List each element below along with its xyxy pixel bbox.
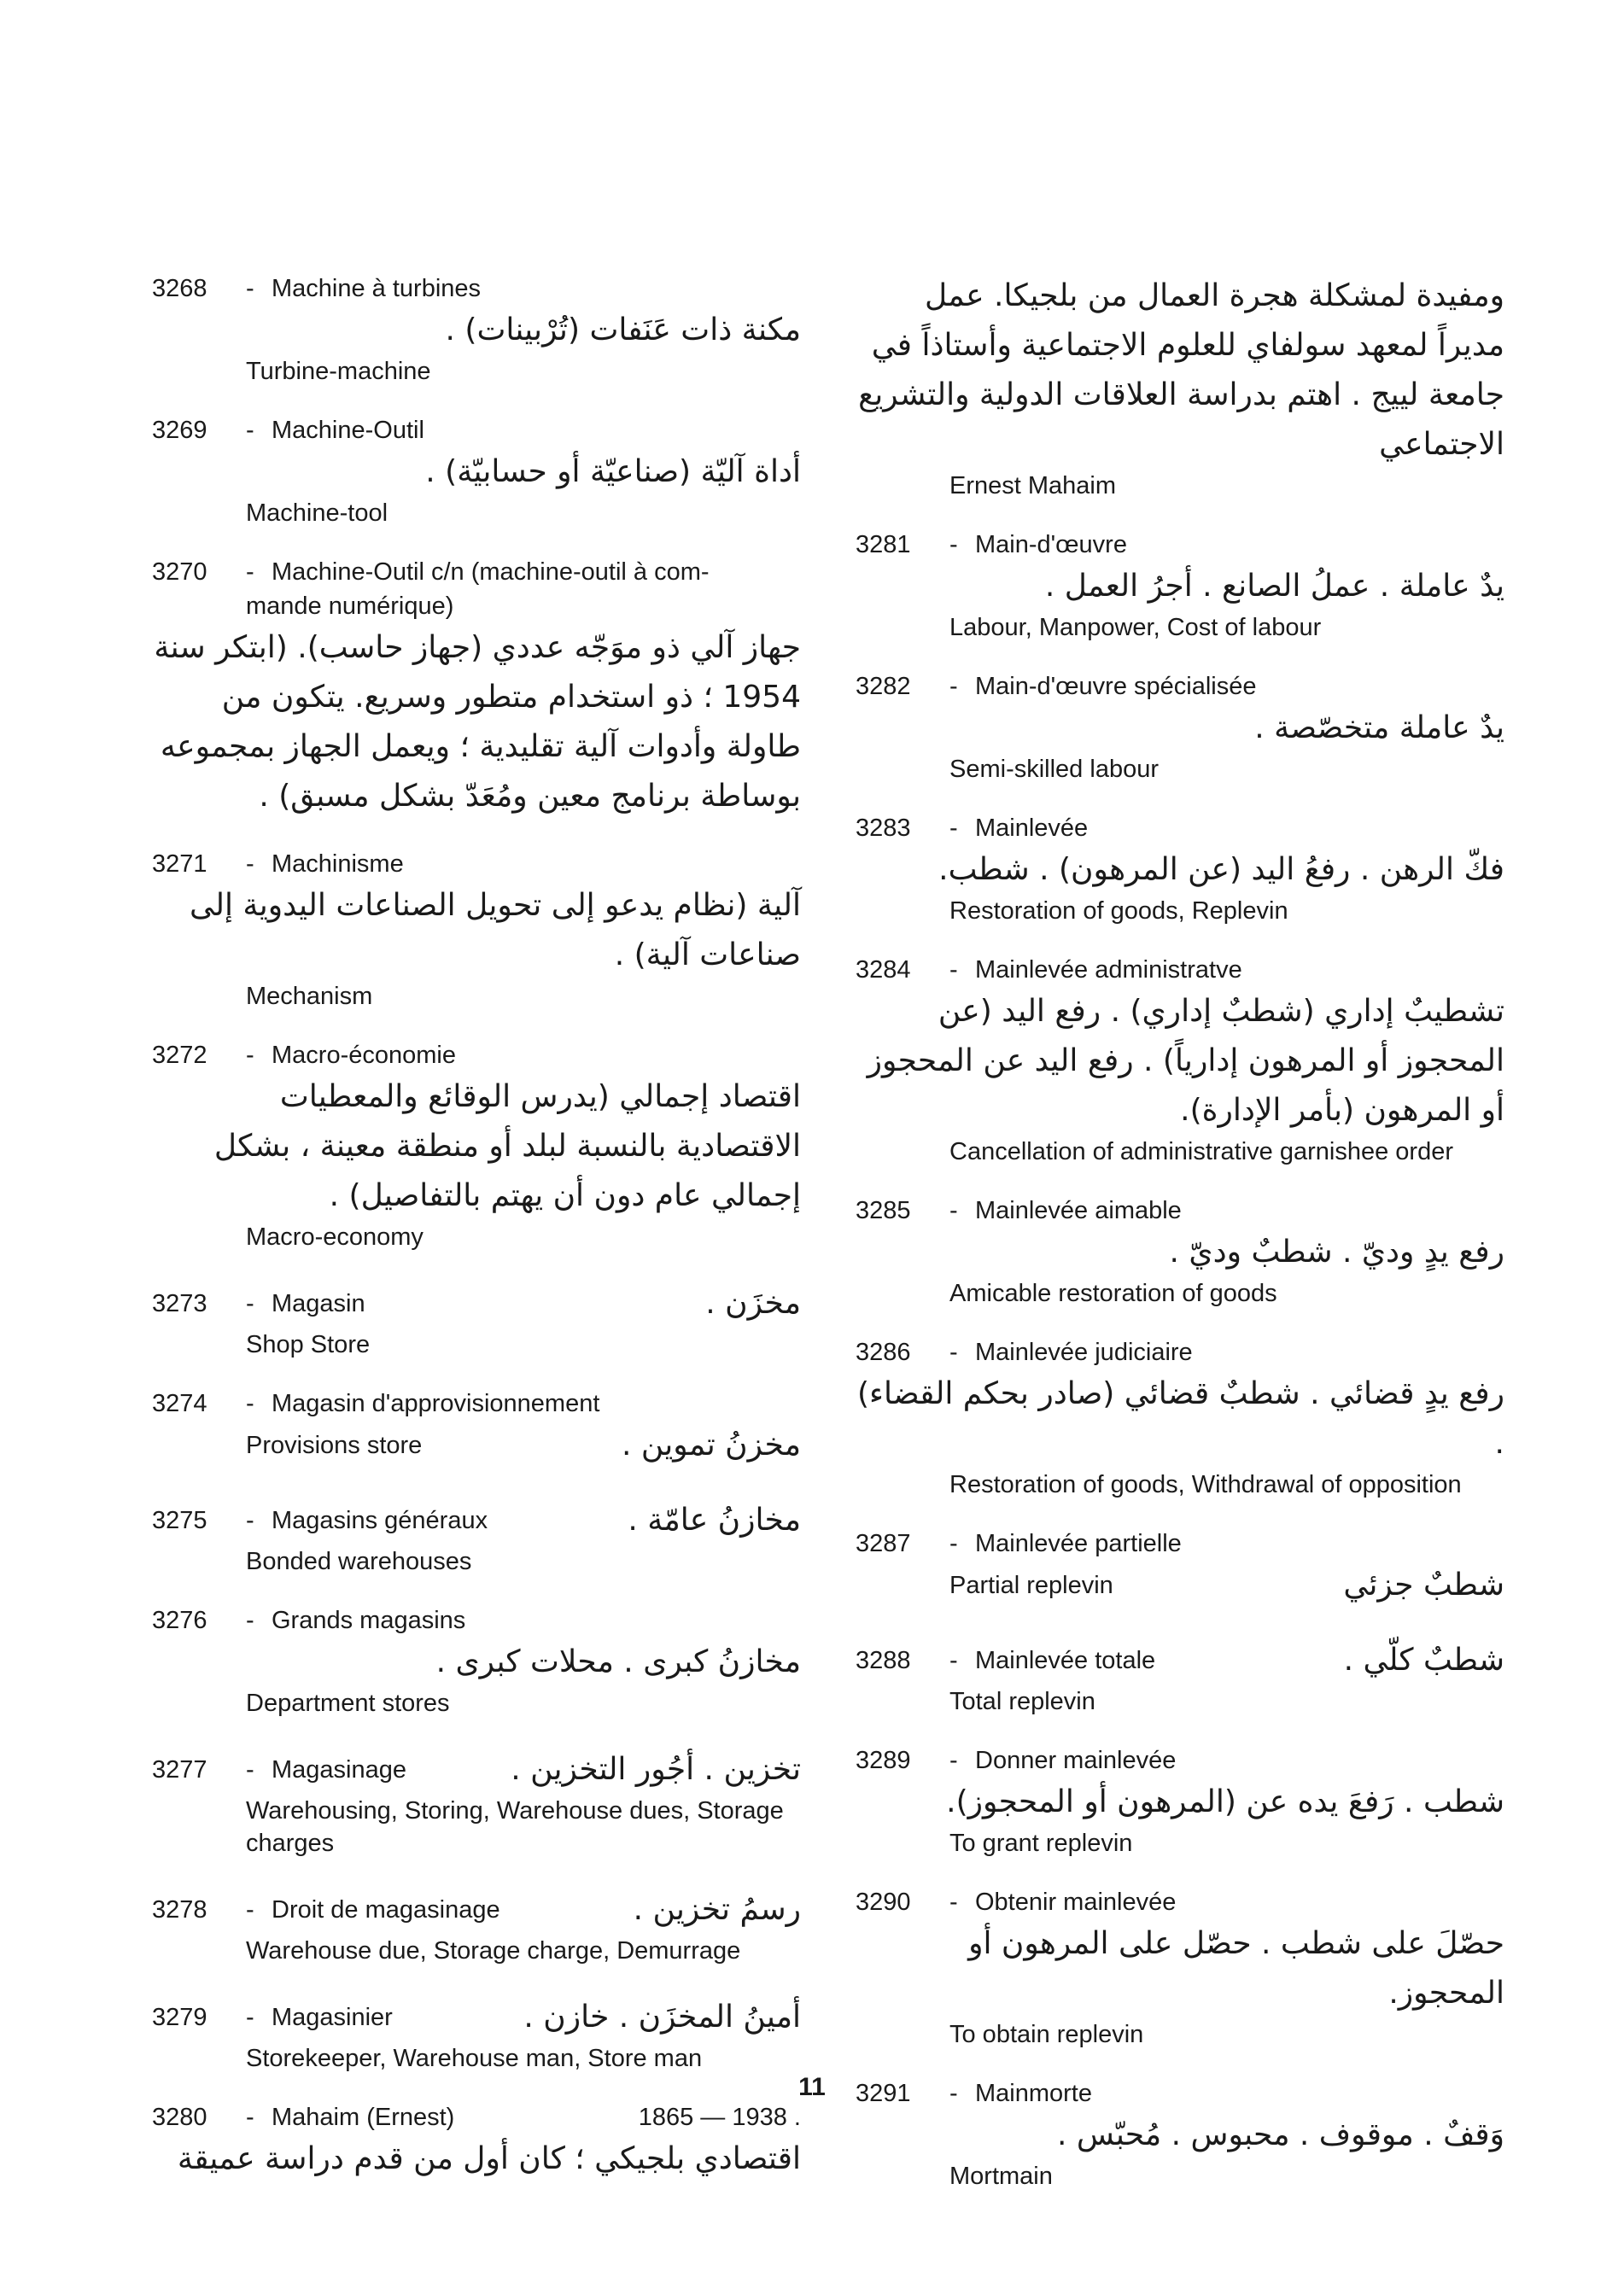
entry-heading: 3283 - Mainlevée <box>856 811 1504 845</box>
english-translation: Partial replevin <box>949 1572 1113 1599</box>
entry-term: Donner mainlevée <box>975 1747 1177 1774</box>
arabic-translation: وَقفٌ . موقوف . محبوس . مُحبّس . <box>1057 2117 1504 2152</box>
entry-years: 1865 — 1938 . <box>638 2104 801 2131</box>
english-translation: Restoration of goods, Withdrawal of opposition <box>949 1471 1462 1498</box>
entry-heading: 3271 - Machinisme <box>152 847 801 881</box>
entry-number: 3287 <box>856 1530 911 1557</box>
entry-number: 3290 <box>856 1889 911 1916</box>
dictionary-entry <box>152 1745 801 1860</box>
entry-number: 3277 <box>152 1756 207 1784</box>
entry-number: 3282 <box>856 673 911 700</box>
entry-number: 3288 <box>856 1647 911 1674</box>
entry-term: Magasins généraux <box>272 1507 488 1534</box>
entry-heading: 3275 - Magasins généraux <box>152 1504 488 1538</box>
entry-number: 3272 <box>152 1042 207 1069</box>
english-translation: Semi-skilled labour <box>949 756 1159 783</box>
dictionary-entry <box>856 528 1504 644</box>
entry-heading: 3285 - Mainlevée aimable <box>856 1194 1504 1228</box>
entry-term: Mainlevée judiciaire <box>975 1339 1193 1366</box>
entry-term: Mainlevée administratve <box>975 956 1242 984</box>
arabic-translation: شطب . رَفعَ يده عن (المرهون أو المحجوز). <box>946 1784 1504 1819</box>
entry-heading: 3269 - Machine-Outil <box>152 413 801 447</box>
entry-term: Mainmorte <box>975 2080 1092 2107</box>
arabic-translation: مخزَن . <box>705 1286 801 1321</box>
arabic-translation: شطبٌ جزئي <box>1343 1568 1504 1603</box>
arabic-translation: جهاز آلي ذو موَجّه عددي (جهاز حاسب). (ابتكر سنة 1954 ؛ ذو استخدام متطور وسريع. يتكون من طاولة وأدوات آلية تقليدية ؛ ويعمل الجهاز بمجموعه بوساطة برنامج معين ومُعَدّ بشكل مسبق) . <box>154 630 801 814</box>
entry-term: Grands magasins <box>272 1607 466 1634</box>
page-number: 11 <box>798 2073 826 2101</box>
entry-heading: 3284 - Mainlevée administratve <box>856 953 1504 987</box>
entry-term-continuation: mande numérique) <box>246 593 454 620</box>
dictionary-entry <box>152 2100 801 2184</box>
arabic-translation: رفع يدٍ وديّ . شطبٌ وديّ . <box>1169 1235 1504 1270</box>
entry-number: 3285 <box>856 1197 911 1224</box>
english-translation: Bonded warehouses <box>246 1548 472 1575</box>
arabic-translation: تشطيبٌ إداري (شطبٌ إداري) . رفع اليد (عن المحجوز أو المرهون إدارياً) . رفع اليد عن المحجوز أو المرهون (بأمر الإدارة). <box>867 994 1504 1128</box>
english-translation: Labour, Manpower, Cost of labour <box>949 614 1322 641</box>
entry-heading: 3277 - Magasinage <box>152 1753 406 1787</box>
entry-heading: 3270 - Machine-Outil c/n (machine-outil à com- <box>152 555 801 589</box>
entry-term: Mahaim (Ernest) <box>272 2104 455 2131</box>
entry-heading: 3274 - Magasin d'approvisionnement <box>152 1387 801 1421</box>
arabic-translation: يدٌ عاملة . عملُ الصانع . أجرُ العمل . <box>1044 569 1504 604</box>
entry-number: 3275 <box>152 1507 207 1534</box>
entry-term: Mainlevée partielle <box>975 1530 1182 1557</box>
english-translation: Warehousing, Storing, Warehouse dues, Storage charges <box>246 1797 784 1857</box>
entry-heading: 3279 - Magasinier <box>152 2000 393 2035</box>
arabic-translation: ومفيدة لمشكلة هجرة العمال من بلجيكا. عمل مديراً لمعهد سولفاي للعلوم الاجتماعية وأستاذاً في جامعة لييج . اهتم بدراسة العلاقات الدولية والتشريع الاجتماعي <box>858 278 1504 462</box>
entry-heading: 3287 - Mainlevée partielle <box>856 1527 1504 1561</box>
dictionary-entry <box>152 1885 801 1967</box>
english-translation: Machine-tool <box>246 499 388 527</box>
english-translation: Mechanism <box>246 983 373 1010</box>
arabic-translation: مكنة ذات عَنَفات (تُرْبينات) . <box>445 312 801 347</box>
arabic-translation: فكّ الرهن . رفعُ اليد (عن المرهون) . شطب. <box>938 852 1504 887</box>
english-translation: To obtain replevin <box>949 2021 1144 2048</box>
entry-heading: 3290 - Obtenir mainlevée <box>856 1885 1504 1919</box>
english-translation: Cancellation of administrative garnishee order <box>949 1138 1453 1165</box>
entry-heading: 3286 - Mainlevée judiciaire <box>856 1335 1504 1369</box>
english-translation: Restoration of goods, Replevin <box>949 897 1288 925</box>
entry-term: Magasin d'approvisionnement <box>272 1390 600 1417</box>
english-translation: Ernest Mahaim <box>949 472 1117 499</box>
entry-heading: 3273 - Magasin <box>152 1287 365 1321</box>
entry-number: 3279 <box>152 2004 207 2031</box>
dictionary-entry <box>152 1603 801 1720</box>
dictionary-entry <box>152 1993 801 2075</box>
arabic-translation: أداة آليّة (صناعيّة أو حسابيّة) . <box>425 454 801 489</box>
dictionary-entry <box>856 1743 1504 1860</box>
arabic-translation: رفع يدٍ قضائي . شطبٌ قضائي (صادر بحكم القضاء) . <box>857 1376 1504 1461</box>
dictionary-entry <box>856 1335 1504 1501</box>
entry-term: Machine à turbines <box>272 275 482 302</box>
dictionary-entry-continuation <box>856 272 1504 502</box>
dictionary-entry <box>152 1387 801 1470</box>
entry-term: Mainlevée aimable <box>975 1197 1182 1224</box>
dictionary-entry <box>856 953 1504 1168</box>
entry-term: Mainlevée <box>975 815 1089 842</box>
arabic-translation: يدٌ عاملة متخصّصة . <box>1254 710 1504 745</box>
entry-heading: 3276 - Grands magasins <box>152 1603 801 1638</box>
entry-heading: 3289 - Donner mainlevée <box>856 1743 1504 1778</box>
dictionary-entry <box>152 413 801 529</box>
entry-number: 3283 <box>856 815 911 842</box>
dictionary-entry <box>856 1636 1504 1718</box>
arabic-translation: تخزين . أجُور التخزين . <box>511 1752 801 1787</box>
dictionary-entry <box>856 1527 1504 1610</box>
english-translation: Storekeeper, Warehouse man, Store man <box>246 2045 703 2072</box>
entry-heading: 3278 - Droit de magasinage <box>152 1893 500 1927</box>
dictionary-entry <box>856 1885 1504 2051</box>
dictionary-entry <box>152 555 801 821</box>
dictionary-entry <box>152 1279 801 1361</box>
english-translation: Macro-economy <box>246 1223 424 1251</box>
dictionary-entry <box>856 1194 1504 1310</box>
english-translation: Department stores <box>246 1690 450 1717</box>
arabic-translation: اقتصادي بلجيكي ؛ كان أول من قدم دراسة عميقة <box>177 2141 801 2176</box>
entry-term: Main-d'œuvre spécialisée <box>975 673 1257 700</box>
dictionary-entry <box>152 1038 801 1253</box>
entry-heading: 3281 - Main-d'œuvre <box>856 528 1504 562</box>
arabic-translation: اقتصاد إجمالي (يدرس الوقائع والمعطيات الاقتصادية بالنسبة لبلد أو منطقة معينة ، بشكل إجمالي عام دون أن يهتم بالتفاصيل) . <box>213 1079 801 1213</box>
entry-number: 3289 <box>856 1747 911 1774</box>
entry-term: Magasinage <box>272 1756 406 1784</box>
entry-term: Magasin <box>272 1290 365 1317</box>
entry-heading: 3272 - Macro-économie <box>152 1038 801 1072</box>
entry-heading: 3291 - Mainmorte <box>856 2076 1504 2111</box>
entry-number: 3268 <box>152 275 207 302</box>
entry-heading: 3288 - Mainlevée totale <box>856 1644 1155 1678</box>
entry-number: 3274 <box>152 1390 207 1417</box>
english-translation: Mortmain <box>949 2163 1053 2190</box>
arabic-translation: رسمُ تخزين . <box>633 1892 801 1927</box>
entry-term: Obtenir mainlevée <box>975 1889 1177 1916</box>
entry-number: 3280 <box>152 2104 207 2131</box>
entry-number: 3273 <box>152 1290 207 1317</box>
right-column <box>856 272 1504 2218</box>
dictionary-entry <box>856 811 1504 927</box>
dictionary-entry <box>152 1496 801 1578</box>
left-column <box>152 272 801 2210</box>
entry-number: 3278 <box>152 1896 207 1924</box>
english-translation: Warehouse due, Storage charge, Demurrage <box>246 1937 741 1965</box>
entry-term: Mainlevée totale <box>975 1647 1156 1674</box>
arabic-translation: شطبٌ كلّي . <box>1343 1643 1504 1678</box>
entry-term: Macro-économie <box>272 1042 456 1069</box>
entry-term: Machine-Outil c/n (machine-outil à com- <box>272 558 710 586</box>
entry-heading: 3280 - Mahaim (Ernest) <box>152 2100 454 2134</box>
entry-number: 3269 <box>152 417 207 444</box>
arabic-translation: أمينُ المخزَن . خازن . <box>523 2000 801 2035</box>
entry-number: 3291 <box>856 2080 911 2107</box>
entry-number: 3286 <box>856 1339 911 1366</box>
arabic-translation: آلية (نظام يدعو إلى تحويل الصناعات اليدوية إلى صناعات آلية) . <box>190 888 801 972</box>
entry-term: Droit de magasinage <box>272 1896 500 1924</box>
entry-number: 3271 <box>152 850 207 878</box>
entry-heading: 3268 - Machine à turbines <box>152 272 801 306</box>
arabic-translation: مخازنُ كبرى . محلات كبرى . <box>435 1644 801 1679</box>
english-translation: Shop Store <box>246 1331 371 1358</box>
entry-number: 3276 <box>152 1607 207 1634</box>
arabic-translation: حصّلَ على شطب . حصّل على المرهون أو المحجوز. <box>968 1926 1504 2011</box>
english-translation: Turbine-machine <box>246 358 431 385</box>
entry-heading: 3282 - Main-d'œuvre spécialisée <box>856 669 1504 704</box>
entry-term: Machine-Outil <box>272 417 424 444</box>
english-translation: Total replevin <box>949 1688 1095 1715</box>
entry-number: 3284 <box>856 956 911 984</box>
dictionary-entry <box>152 847 801 1013</box>
entry-term: Main-d'œuvre <box>975 531 1127 558</box>
arabic-translation: مخزنُ تموين . <box>621 1428 801 1463</box>
arabic-translation: مخازنُ عامّة . <box>628 1503 801 1538</box>
english-translation: Provisions store <box>246 1432 423 1459</box>
english-translation: To grant replevin <box>949 1830 1133 1857</box>
entry-number: 3270 <box>152 558 207 586</box>
entry-term: Magasinier <box>272 2004 393 2031</box>
dictionary-entry <box>152 272 801 388</box>
entry-term: Machinisme <box>272 850 404 878</box>
entry-number: 3281 <box>856 531 911 558</box>
english-translation: Amicable restoration of goods <box>949 1280 1277 1307</box>
dictionary-entry <box>856 669 1504 785</box>
